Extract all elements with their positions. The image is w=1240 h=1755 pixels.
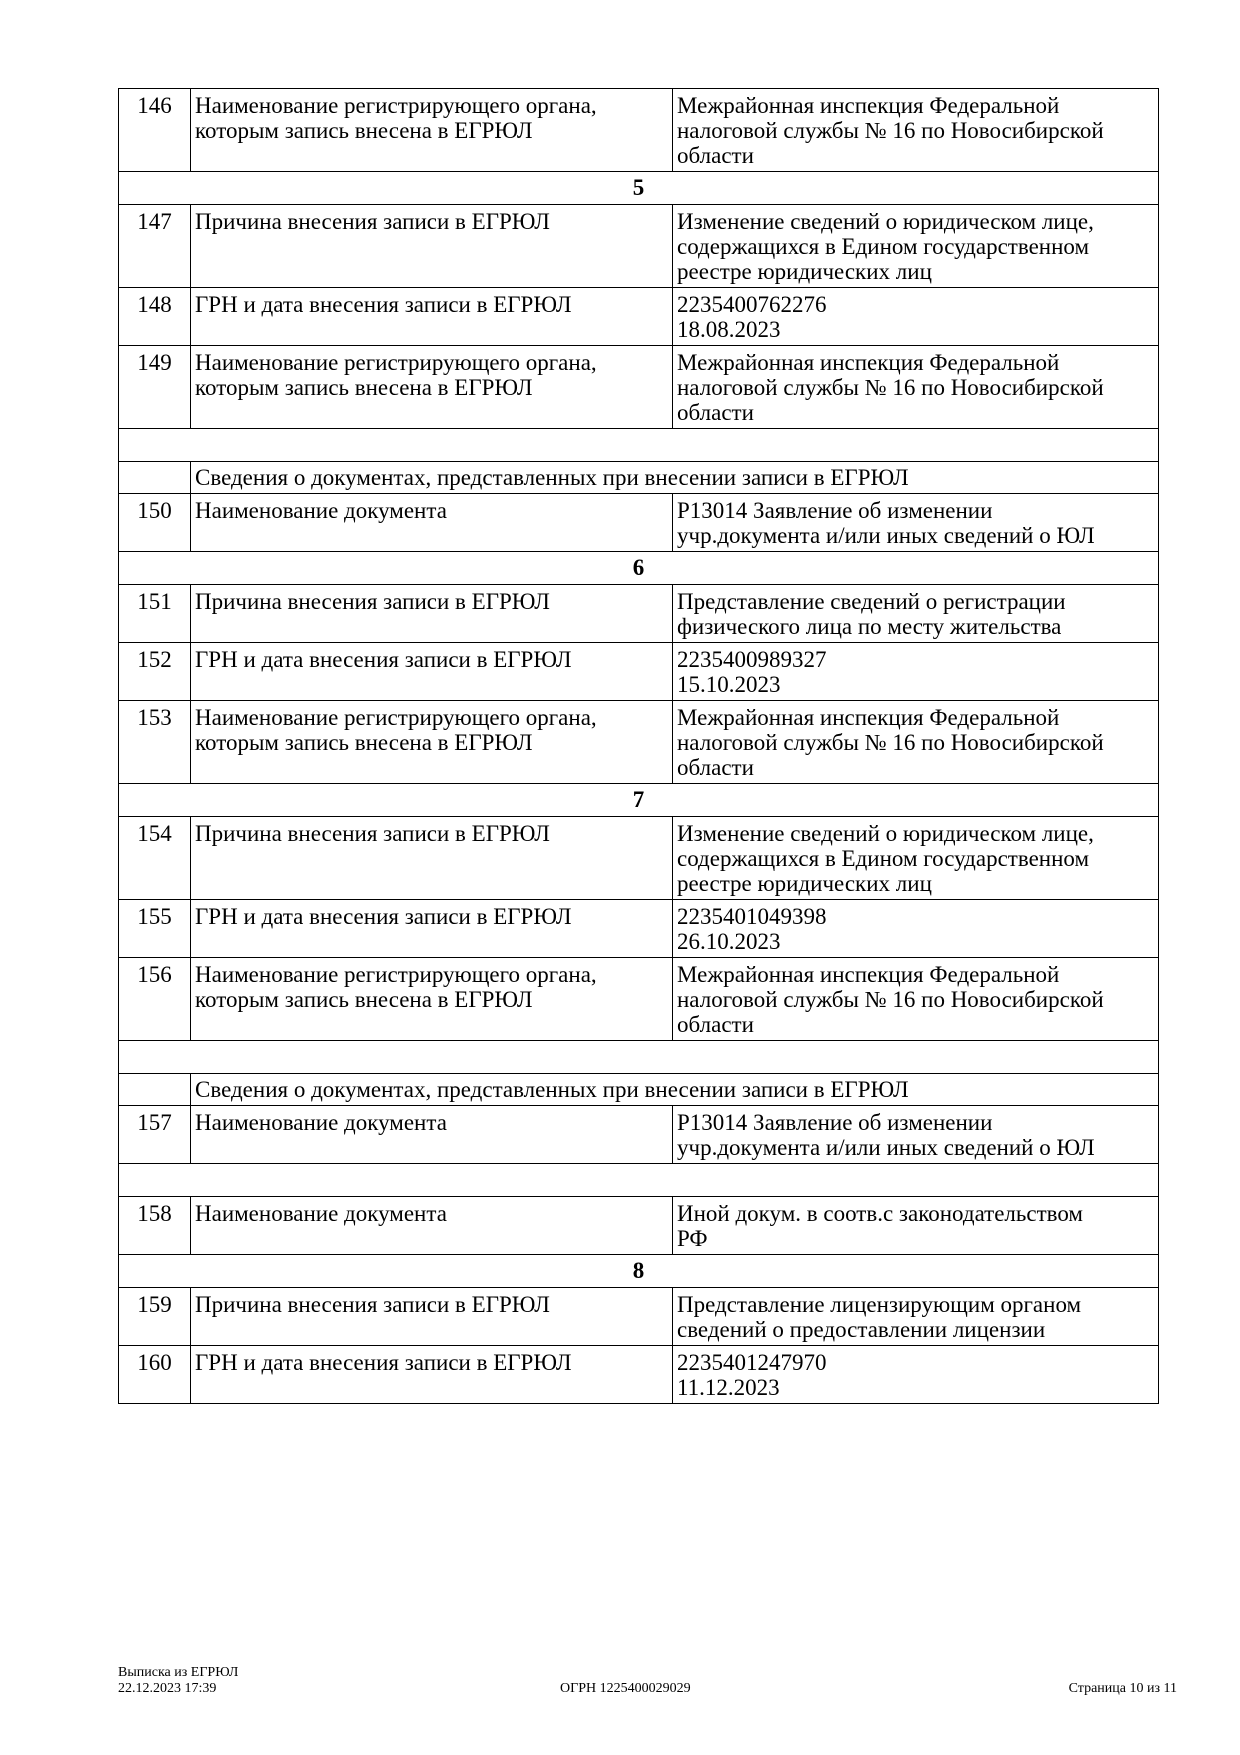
footer-ogrn: ОГРН 1225400029029 [560, 1681, 691, 1696]
table-row [119, 701, 1159, 784]
row-label: Наименование документа [191, 1197, 673, 1255]
row-value: 2235401049398 26.10.2023 [673, 900, 1159, 958]
table-row [119, 288, 1159, 346]
row-value: Межрайонная инспекция Федеральной налоговой службы № 16 по Новосибирской области [673, 701, 1159, 784]
row-label: Причина внесения записи в ЕГРЮЛ [191, 817, 673, 900]
section-number: 8 [119, 1255, 1159, 1288]
row-number: 149 [119, 346, 191, 429]
row-number: 154 [119, 817, 191, 900]
row-value: 2235400989327 15.10.2023 [673, 643, 1159, 701]
section-header-row [119, 552, 1159, 585]
table-body [119, 89, 1159, 1404]
table-row [119, 89, 1159, 172]
row-number: 155 [119, 900, 191, 958]
table-row [119, 958, 1159, 1041]
row-number: 146 [119, 89, 191, 172]
empty-cell [119, 1074, 191, 1106]
row-number: 157 [119, 1106, 191, 1164]
table-row [119, 643, 1159, 701]
row-value: Представление лицензирующим органом сведений о предоставлении лицензии [673, 1288, 1159, 1346]
documents-subheader: Сведения о документах, представленных при внесении записи в ЕГРЮЛ [191, 462, 1159, 494]
row-value: Иной докум. в соотв.с законодательством РФ [673, 1197, 1159, 1255]
empty-cell [119, 1041, 1159, 1074]
row-label: Наименование регистрирующего органа, которым запись внесена в ЕГРЮЛ [191, 701, 673, 784]
row-value: Межрайонная инспекция Федеральной налоговой службы № 16 по Новосибирской области [673, 958, 1159, 1041]
empty-cell [119, 1164, 1159, 1197]
row-value: 2235400762276 18.08.2023 [673, 288, 1159, 346]
section-header-row [119, 1255, 1159, 1288]
blank-row [119, 429, 1159, 462]
row-number: 147 [119, 205, 191, 288]
row-number: 152 [119, 643, 191, 701]
row-value: Р13014 Заявление об изменении учр.документа и/или иных сведений о ЮЛ [673, 494, 1159, 552]
table-row [119, 1106, 1159, 1164]
empty-cell [119, 429, 1159, 462]
row-number: 158 [119, 1197, 191, 1255]
section-number: 7 [119, 784, 1159, 817]
row-label: ГРН и дата внесения записи в ЕГРЮЛ [191, 1346, 673, 1404]
row-value: Представление сведений о регистрации физического лица по месту жительства [673, 585, 1159, 643]
row-number: 156 [119, 958, 191, 1041]
row-number: 153 [119, 701, 191, 784]
documents-subheader-row [119, 462, 1159, 494]
row-label: Причина внесения записи в ЕГРЮЛ [191, 585, 673, 643]
section-number: 5 [119, 172, 1159, 205]
row-value: Межрайонная инспекция Федеральной налоговой службы № 16 по Новосибирской области [673, 346, 1159, 429]
row-label: Наименование регистрирующего органа, которым запись внесена в ЕГРЮЛ [191, 346, 673, 429]
row-number: 159 [119, 1288, 191, 1346]
table-row [119, 1288, 1159, 1346]
row-number: 148 [119, 288, 191, 346]
section-header-row [119, 172, 1159, 205]
table-row [119, 900, 1159, 958]
row-value: Межрайонная инспекция Федеральной налоговой службы № 16 по Новосибирской области [673, 89, 1159, 172]
table-row [119, 494, 1159, 552]
blank-row [119, 1041, 1159, 1074]
footer-page-number: Страница 10 из 11 [1068, 1681, 1177, 1696]
table-row [119, 1197, 1159, 1255]
documents-subheader: Сведения о документах, представленных при внесении записи в ЕГРЮЛ [191, 1074, 1159, 1106]
blank-row [119, 1164, 1159, 1197]
row-number: 150 [119, 494, 191, 552]
row-label: ГРН и дата внесения записи в ЕГРЮЛ [191, 288, 673, 346]
table-row [119, 346, 1159, 429]
row-label: Наименование регистрирующего органа, которым запись внесена в ЕГРЮЛ [191, 958, 673, 1041]
row-number: 151 [119, 585, 191, 643]
row-value: 2235401247970 11.12.2023 [673, 1346, 1159, 1404]
section-number: 6 [119, 552, 1159, 585]
table-row [119, 1346, 1159, 1404]
row-label: Причина внесения записи в ЕГРЮЛ [191, 205, 673, 288]
documents-subheader-row [119, 1074, 1159, 1106]
row-number: 160 [119, 1346, 191, 1404]
row-value: Р13014 Заявление об изменении учр.документа и/или иных сведений о ЮЛ [673, 1106, 1159, 1164]
row-label: Наименование регистрирующего органа, которым запись внесена в ЕГРЮЛ [191, 89, 673, 172]
row-label: Наименование документа [191, 494, 673, 552]
footer-document-info: Выписка из ЕГРЮЛ 22.12.2023 17:39 [118, 1665, 239, 1696]
row-value: Изменение сведений о юридическом лице, содержащихся в Едином государственном реестре юридических лиц [673, 817, 1159, 900]
row-label: ГРН и дата внесения записи в ЕГРЮЛ [191, 900, 673, 958]
row-label: Причина внесения записи в ЕГРЮЛ [191, 1288, 673, 1346]
row-label: ГРН и дата внесения записи в ЕГРЮЛ [191, 643, 673, 701]
egrul-extract-table [118, 88, 1159, 1404]
row-value: Изменение сведений о юридическом лице, содержащихся в Едином государственном реестре юридических лиц [673, 205, 1159, 288]
empty-cell [119, 462, 191, 494]
table-row [119, 205, 1159, 288]
row-label: Наименование документа [191, 1106, 673, 1164]
table-row [119, 817, 1159, 900]
table-row [119, 585, 1159, 643]
section-header-row [119, 784, 1159, 817]
